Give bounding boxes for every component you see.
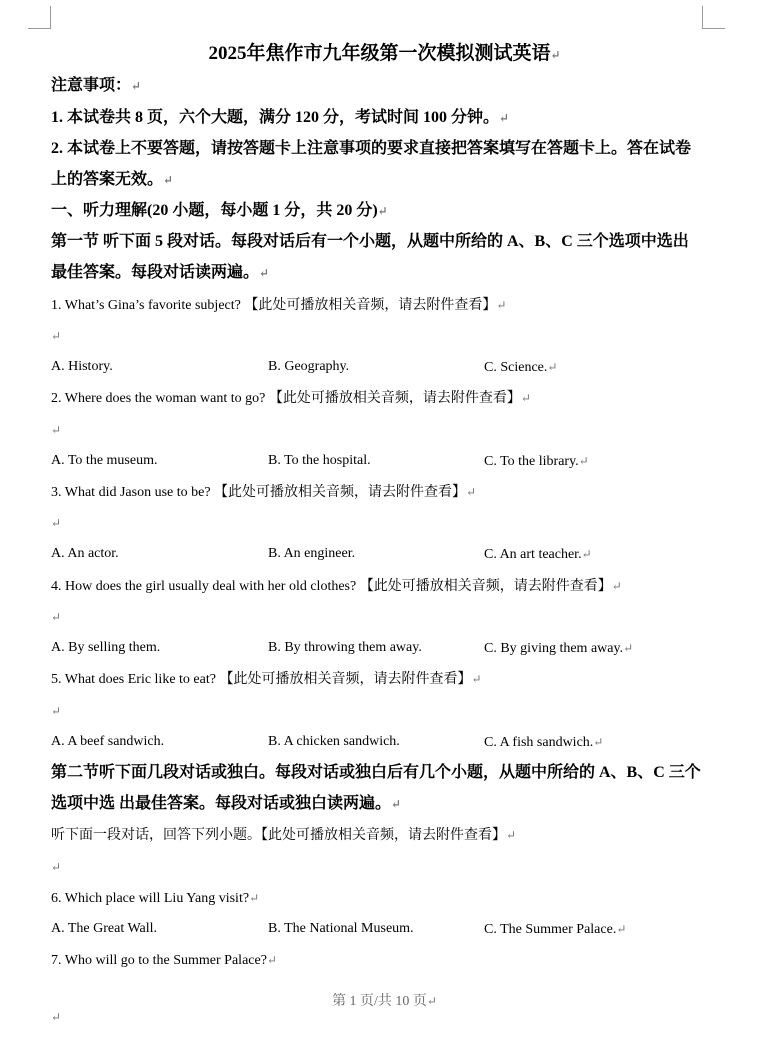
notice-item-2-cont: 上的答案无效。↵ <box>51 171 174 188</box>
q3-option-c: C. An art teacher.↵ <box>484 547 592 562</box>
question-5: 5. What does Eric like to eat? 【此处可播放相关音频，请去附件查看】↵ <box>51 672 482 687</box>
q1-option-b: B. Geography. <box>268 359 350 374</box>
q3-option-b: B. An engineer. <box>268 546 356 561</box>
q2-option-a: A. To the museum. <box>51 453 158 468</box>
question-4: 4. How does the girl usually deal with her old clothes? 【此处可播放相关音频，请去附件查看】↵ <box>51 579 622 594</box>
section1-instructions-cont: 最佳答案。每段对话读两遍。↵ <box>51 264 270 281</box>
empty-paragraph: ↵ <box>51 423 62 437</box>
notice-item-2: 2. 本试卷上不要答题，请按答题卡上注意事项的要求直接把答案填写在答题卡上。答在试卷 <box>51 140 692 157</box>
notice-heading: 注意事项：↵ <box>51 77 142 94</box>
q1-option-c: C. Science.↵ <box>484 360 558 375</box>
empty-paragraph: ↵ <box>51 610 62 624</box>
section2-instructions-cont: 选项中选 出最佳答案。每段对话或独白读两遍。↵ <box>51 795 402 812</box>
empty-paragraph: ↵ <box>51 329 62 343</box>
notice-item-1: 1. 本试卷共 8 页，六个大题，满分 120 分，考试时间 100 分钟。↵ <box>51 109 510 126</box>
q4-option-b: B. By throwing them away. <box>268 640 422 655</box>
question-6: 6. Which place will Liu Yang visit?↵ <box>51 891 260 906</box>
dialogue-intro: 听下面一段对话，回答下列小题。【此处可播放相关音频，请去附件查看】↵ <box>51 828 517 843</box>
crop-mark-top-left <box>28 6 51 29</box>
q2-option-b: B. To the hospital. <box>268 453 371 468</box>
part1-heading: 一、听力理解(20 小题，每小题 1 分，共 20 分)↵ <box>51 202 388 219</box>
q4-option-c: C. By giving them away.↵ <box>484 641 634 656</box>
q3-option-a: A. An actor. <box>51 546 119 561</box>
empty-paragraph: ↵ <box>51 704 62 718</box>
crop-mark-top-right <box>702 6 725 29</box>
section1-instructions: 第一节 听下面 5 段对话。每段对话后有一个小题，从题中所给的 A、B、C 三个选项中选出 <box>51 233 689 250</box>
q6-option-c: C. The Summer Palace.↵ <box>484 922 627 937</box>
question-1: 1. What’s Gina’s favorite subject? 【此处可播放相关音频，请去附件查看】↵ <box>51 298 507 313</box>
q5-option-c: C. A fish sandwich.↵ <box>484 735 604 750</box>
page-title: 2025年焦作市九年级第一次模拟测试英语↵ <box>208 43 561 64</box>
q1-option-a: A. History. <box>51 359 113 374</box>
question-3: 3. What did Jason use to be? 【此处可播放相关音频，请去附件查看】↵ <box>51 485 477 500</box>
q6-option-b: B. The National Museum. <box>268 921 414 936</box>
empty-paragraph: ↵ <box>51 1010 62 1024</box>
q5-option-b: B. A chicken sandwich. <box>268 734 400 749</box>
q5-option-a: A. A beef sandwich. <box>51 734 165 749</box>
empty-paragraph: ↵ <box>51 516 62 530</box>
section2-instructions: 第二节听下面几段对话或独白。每段对话或独白后有几个小题，从题中所给的 A、B、C 三个 <box>51 764 701 781</box>
question-7: 7. Who will go to the Summer Palace?↵ <box>51 953 277 968</box>
q2-option-c: C. To the library.↵ <box>484 454 589 469</box>
page-footer: 第 1 页/共 10 页↵ <box>332 994 437 1009</box>
q6-option-a: A. The Great Wall. <box>51 921 158 936</box>
empty-paragraph: ↵ <box>51 860 62 874</box>
q4-option-a: A. By selling them. <box>51 640 161 655</box>
question-2: 2. Where does the woman want to go? 【此处可播放相关音频，请去附件查看】↵ <box>51 391 531 406</box>
